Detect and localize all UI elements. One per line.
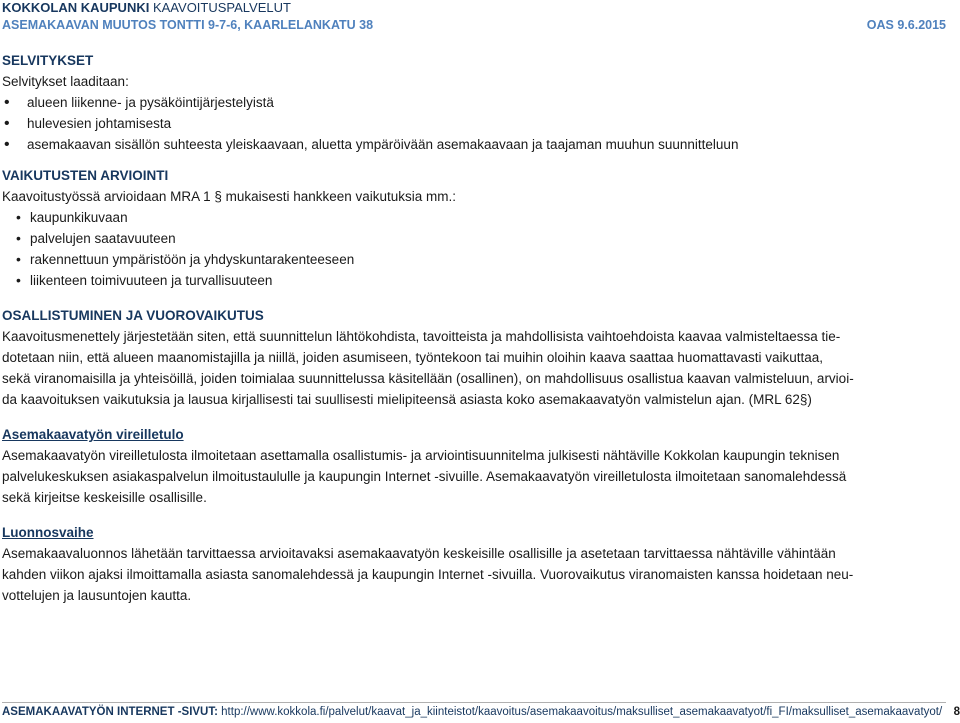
list-item: • asemakaavan sisällön suhteesta yleiskaavaan, aluetta ympäröivään asemakaavaan ja taajaman muuhun suunnitteluun [2, 134, 946, 155]
vireilletulo-heading: Asemakaavatyön vireilletulo [2, 427, 184, 442]
osallistuminen-heading: OSALLISTUMINEN JA VUOROVAIKUTUS [2, 308, 264, 323]
page-header [2, 0, 946, 34]
selvitykset-intro: Selvitykset laaditaan: [2, 74, 129, 89]
luonnosvaihe-line: Asemakaavaluonnos lähetään tarvittaessa arvioitavaksi asemakaavatyön keskeisille osallisille ja asetetaan tarvittaessa nähtäville vähintään [2, 546, 836, 561]
page-footer [2, 703, 960, 721]
footer-label: ASEMAKAAVATYÖN INTERNET -SIVUT: [2, 706, 218, 718]
header-org: KOKKOLAN KAUPUNKI [2, 0, 150, 15]
osallistuminen-line: Kaavoitusmenettely järjestetään siten, että suunnittelun lähtökohdista, tavoitteista ja mahdollisista vaihtoehdoista kaavaa valmisteltaessa tie- [2, 329, 841, 344]
header-project: ASEMAKAAVAN MUUTOS TONTTI 9-7-6, KAARLELANKATU 38 [2, 18, 374, 32]
vaikutukset-intro-pre: Kaavoitustyössä arvioidaan MRA 1 [2, 189, 211, 204]
selvitykset-heading: SELVITYKSET [2, 53, 94, 68]
selvitykset-list [2, 92, 946, 155]
vireilletulo-line: sekä kirjeitse keskeisille osallisille. [2, 490, 207, 505]
vaikutukset-intro-post: mukaisesti hankkeen vaikutuksia mm.: [225, 189, 457, 204]
vireilletulo-line: Asemakaavatyön vireilletulosta ilmoitetaan asettamalla osallistumis- ja arviointisuunnitelma julkisesti nähtäville Kokkolan kaupungin teknisen [2, 448, 840, 463]
section-sign: § [214, 189, 222, 204]
list-item: • hulevesien johtamisesta [2, 113, 946, 134]
footer-url-link[interactable]: http://www.kokkola.fi/palvelut/kaavat_ja_kiinteistot/kaavoitus/asemakaavoitus/maksulliset_asemakaavatyot/fi_FI/maksulliset_asemakaavatyot/ [221, 706, 943, 718]
page-number: 8 [953, 706, 960, 718]
vaikutukset-list [2, 207, 946, 291]
header-project-line [2, 16, 946, 34]
vireilletulo-line: palvelukeskuksen asiakaspalvelun ilmoitustaululle ja kaupungin Internet -sivuille. Asemakaavatyön vireilletulosta ilmoitetaan sanomalehdessä [2, 469, 847, 484]
list-item: • rakennettuun ympäristöön ja yhdyskuntarakenteeseen [2, 249, 946, 270]
luonnosvaihe-line: kahden viikon ajaksi ilmoittamalla asiasta sanomalehdessä ja kaupungin Internet -sivuilla. Vuorovaikutus viranomaisten kanssa hoidetaan neu- [2, 567, 854, 582]
header-dept: KAAVOITUSPALVELUT [152, 0, 291, 15]
osallistuminen-line: sekä viranomaisilla ja yhteisöillä, joiden toimialaa suunnittelussa käsitellään (osallinen), on mahdollisuus osallistua kaavan valmisteluun, arvioi- [2, 371, 854, 386]
list-item: • alueen liikenne- ja pysäköintijärjestelyistä [2, 92, 946, 113]
osallistuminen-line: da kaavoituksen vaikutuksia ja lausua kirjallisesti tai suullisesti mielipiteensä asiasta koko asemakaavatyön valmistelun ajan. (MRL 62§) [2, 392, 812, 407]
luonnosvaihe-line: vottelujen ja lausuntojen kautta. [2, 588, 192, 603]
osallistuminen-line: dotetaan niin, että alueen maanomistajilla ja niillä, joiden asumiseen, työntekoon tai muihin oloihin kaava saattaa huomattavasti vaikuttaa, [2, 350, 824, 365]
vaikutukset-intro [2, 186, 946, 207]
header-doc-id: OAS 9.6.2015 [866, 18, 946, 32]
list-item: • palvelujen saatavuuteen [2, 228, 946, 249]
vaikutukset-heading: VAIKUTUSTEN ARVIOINTI [2, 168, 169, 183]
list-item: • liikenteen toimivuuteen ja turvallisuuteen [2, 270, 946, 291]
document-body [2, 50, 946, 606]
list-item: • kaupunkikuvaan [2, 207, 946, 228]
header-org-line [2, 0, 946, 16]
luonnosvaihe-heading: Luonnosvaihe [2, 525, 94, 540]
